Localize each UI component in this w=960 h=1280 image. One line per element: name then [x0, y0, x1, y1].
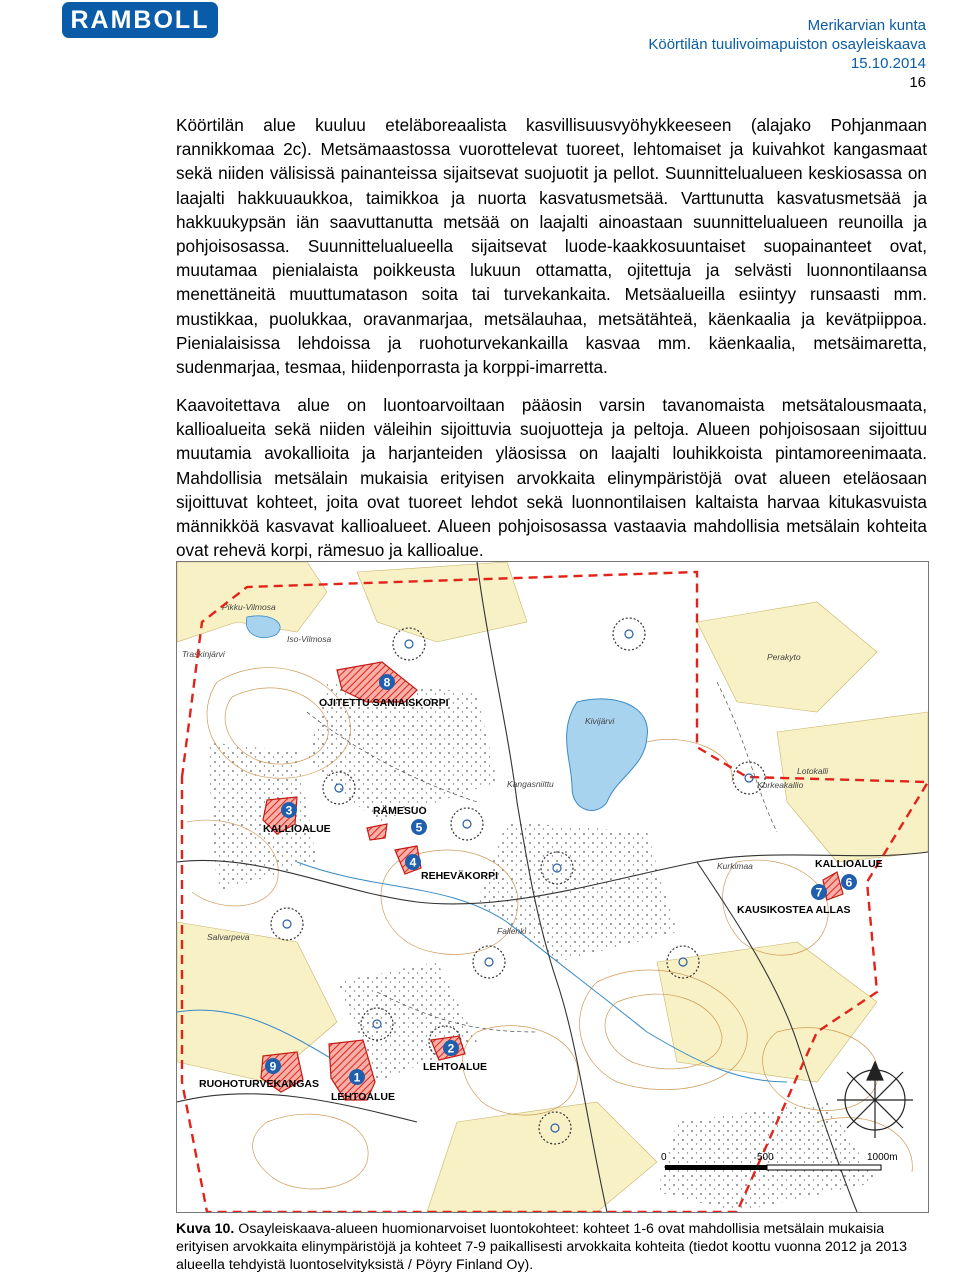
site-2-label: LEHTOALUE	[423, 1061, 487, 1073]
document-header	[648, 16, 926, 73]
svg-text:Fallenki: Fallenki	[497, 926, 527, 936]
site-9-number: 9	[269, 1059, 277, 1074]
caption-label: Kuva 10.	[176, 1221, 235, 1237]
figure-caption	[176, 1220, 927, 1274]
site-5-label: RÄMESUO	[373, 805, 427, 817]
header-plan-title: Köörtilän tuulivoimapuiston osayleiskaava	[648, 36, 926, 53]
north-arrow-icon	[837, 1062, 913, 1138]
svg-text:Perakyto: Perakyto	[767, 652, 801, 662]
svg-text:Traskinjärvi: Traskinjärvi	[182, 649, 225, 659]
site-2-number: 2	[447, 1041, 455, 1056]
svg-text:Kurkimaa: Kurkimaa	[717, 861, 753, 871]
svg-text:Kangasniittu: Kangasniittu	[507, 779, 554, 789]
site-7-number: 7	[815, 885, 823, 900]
site-1-label: LEHTOALUE	[331, 1091, 395, 1103]
caption-text: Osayleiskaava-alueen huomionarvoiset luontokohteet: kohteet 1-6 ovat mahdollisia metsälain mukaisia erityisen arvokkaita elinympäristöjä ja kohteet 7-9 paikallisesti arvokkaita kohteita (tiedot koottu vuonna 2012 ja 2013 alueella tehdyistä luontoselvityksistä / Pöyry Finland Oy).	[176, 1221, 908, 1273]
svg-text:Korkeakallio: Korkeakallio	[757, 780, 804, 790]
svg-text:0: 0	[661, 1152, 667, 1163]
site-6-label: KALLIOALUE	[815, 858, 883, 870]
paragraph-nature-values: Kaavoitettava alue on luontoarvoiltaan pääosin varsin tavanomaista metsätalousmaata, kallioalueita sekä niiden väleihin sijoittuvia suojuotteja ja peltoja. Alueen pohjoisosaan sijoittuu muutamia avokallioita ja harjanteiden yläosissa on laajalti louhikkoista pintamoreenimaata. Mahdollisia metsälain mukaisia erityisen arvokkaita elinympäristöjä ovat alueen eteläosaan sijoittuvat kohteet, joita ovat tuoreet lehdot sekä luonnontilaisen kaltaista harvaa kitukasvuista männikköä kasvavat kallioalueet. Alueen pohjoisosassa vastaavia mahdollisia metsälain kohteita ovat rehevä korpi, rämesuo ja kallioalue.	[176, 395, 927, 561]
svg-text:1000m: 1000m	[867, 1152, 898, 1163]
site-3-label: KALLIOALUE	[263, 823, 331, 835]
nature-sites-map	[176, 561, 929, 1213]
site-7-label: KAUSIKOSTEA ALLAS	[737, 904, 851, 916]
site-9-label: RUOHOTURVEKANGAS	[199, 1078, 319, 1090]
page-number: 16	[909, 74, 926, 91]
site-5-number: 5	[415, 820, 423, 835]
site-8-number: 8	[383, 675, 391, 690]
svg-text:Salvarpeva: Salvarpeva	[207, 932, 250, 942]
site-1-number: 1	[353, 1070, 361, 1085]
svg-text:Pikku-Vilmosa: Pikku-Vilmosa	[222, 602, 276, 612]
svg-text:Kivijärvi: Kivijärvi	[585, 716, 615, 726]
svg-text:Lotokalli: Lotokalli	[797, 766, 829, 776]
site-6-number: 6	[845, 875, 853, 890]
site-4-number: 4	[409, 855, 417, 870]
header-municipality: Merikarvian kunta	[807, 17, 926, 34]
paragraph-vegetation: Köörtilän alue kuuluu eteläboreaalista kasvillisuusvyöhykkeeseen (alajako Pohjanmaan rannikkomaa 2c). Metsämaastossa vuorottelevat tuoreet, lehtomaiset ja kuivahkot kangasmaat sekä niiden välisissä painanteissa sijaitsevat suojuotit ja pellot. Suunnittelualueen keskiosassa on laajalti hakkuuaukkoa, taimikkoa ja nuorta kasvatusmetsää. Varttunutta kasvatusmetsää ja hakkuukypsän iän saavuttanutta metsää on laajalti ainoastaan suunnittelualueen reunoilla ja pohjoisosassa. Suunnittelualueella sijaitsevat luode-kaakkosuuntaiset suopainanteet ovat, muutamaa pienialaista poikkeusta lukuun ottamatta, ojitettuja ja selvästi luonnontilaansa menettäneitä muuttumatason soita tai turvekankaita. Metsäalueilla esiintyy runsaasti mm. mustikkaa, puolukkaa, oravanmarjaa, metsälauhaa, metsätähteä, käenkaalia ja kevätpiippoa. Pienialaisissa lehdoissa ja ruohoturvekankailla kasvaa mm. käenkaalia, metsäimaretta, sudenmarjaa, tesmaa, hiidenporrasta ja korppi-imarretta.	[176, 115, 927, 378]
site-8-label: OJITETTU SANIAISKORPI	[319, 697, 449, 709]
header-date: 15.10.2014	[850, 55, 926, 72]
svg-text:Iso-Vilmosa: Iso-Vilmosa	[287, 634, 332, 644]
svg-text:500: 500	[757, 1152, 774, 1163]
site-3-number: 3	[285, 803, 293, 818]
site-4-label: REHEVÄKORPI	[421, 870, 499, 882]
ramboll-logo: RAMBOLL	[62, 2, 218, 38]
